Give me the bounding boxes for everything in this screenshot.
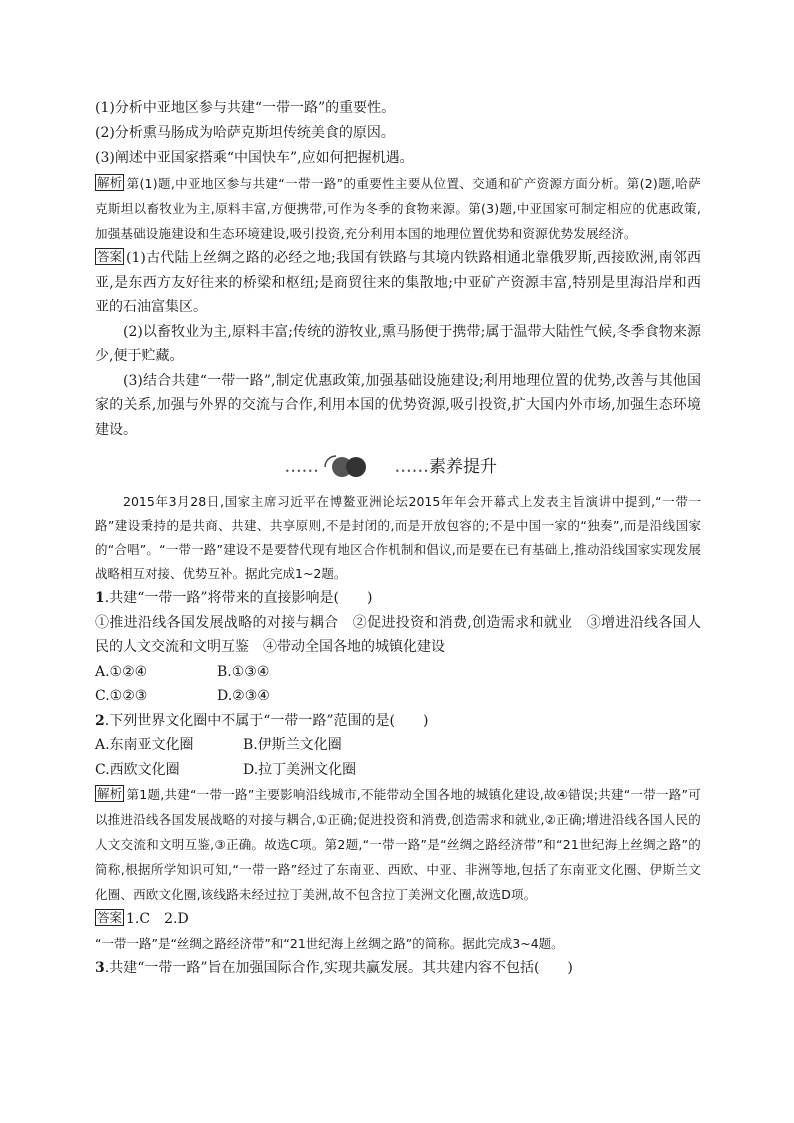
- question-3: [95, 956, 701, 981]
- option-a: A.①②④: [95, 663, 148, 680]
- analysis-text: 第1题,共建“一带一路”主要影响沿线城市,不能带动全国各地的城镇化建设,故④错误;共建“一带一路”可以推进沿线各国发展战略的对接与耦合,①正确;促进投资和消费,创造需求和就业,②正确;增进沿线各国人民的人文交流和文明互鉴,③正确。故选C项。第2题,“一带一路”是“丝绸之路经济带”和“21世纪海上丝绸之路”的简称,根据所学知识可知,“一带一路”经过了东南亚、西欧、中亚、非洲等地,包括了东南亚文化圈、伊斯兰文化圈、西欧文化圈,该线路未经过拉丁美洲,故不包含拉丁美洲文化圈,故选D项。: [95, 787, 701, 902]
- section-badge-icon: [323, 454, 371, 480]
- answer-tag: 答案: [97, 249, 123, 264]
- option-b: B.伊斯兰文化圈: [243, 737, 342, 753]
- option-a: A.东南亚文化圈: [95, 737, 194, 753]
- dots-right: ••••••: [395, 467, 430, 476]
- question-3-stem: .共建“一带一路”旨在加强国际合作,实现共赢发展。其共建内容不包括( ): [104, 959, 573, 976]
- question-part-2: (2)分析熏马肠成为哈萨克斯坦传统美食的原因。: [95, 125, 395, 141]
- question-2: [95, 709, 701, 734]
- reading-passage: 2015年3月28日,国家主席习近平在博鳌亚洲论坛2015年年会开幕式上发表主旨演讲中提到,“一带一路”建设秉持的是共商、共建、共享原则,不是封闭的,而是开放包容的;不是中国一家的“独奏”,而是沿线国家的“合唱”。“一带一路”建设不是要替代现有地区合作机制和倡议,而是要在已有基础上,推动沿线国家实现发展战略相互对接、优势互补。据此完成1~2题。: [95, 494, 701, 581]
- question-1: [95, 586, 701, 611]
- question-2-options-row-2: [95, 758, 701, 783]
- question-3-number: 3: [95, 959, 105, 976]
- answer-block-2: [95, 907, 701, 932]
- answer-text: 1.C 2.D: [126, 911, 189, 927]
- question-1-options-row-2: [95, 684, 701, 709]
- section-header: [95, 452, 701, 486]
- question-1-stem: .共建“一带一路”将带来的直接影响是( ): [104, 590, 373, 606]
- question-part-1: (1)分析中亚地区参与共建“一带一路”的重要性。: [95, 100, 396, 116]
- analysis-block-2: [95, 782, 701, 907]
- context-note: “一带一路”是“丝绸之路经济带”和“21世纪海上丝绸之路”的简称。据此完成3~4题。: [95, 935, 564, 951]
- section-title: 素养提升: [429, 457, 497, 477]
- question-2-stem: .下列世界文化圈中不属于“一带一路”范围的是( ): [104, 712, 429, 729]
- analysis-block-1: [95, 171, 701, 246]
- option-c: C.西欧文化圈: [95, 761, 180, 778]
- option-c: C.①②③: [95, 688, 148, 704]
- document-page: [95, 96, 701, 980]
- question-part-3: (3)阐述中亚国家搭乘“中国快车”,应如何把握机遇。: [95, 150, 414, 166]
- option-d: D.拉丁美洲文化圈: [243, 761, 357, 778]
- question-2-number: 2: [95, 712, 105, 729]
- option-b: B.①③④: [217, 663, 270, 680]
- question-2-options-row-1: [95, 733, 701, 758]
- dots-left: ••••••: [285, 467, 320, 476]
- answer-tag: 答案: [97, 910, 123, 925]
- analysis-tag: 解析: [97, 786, 123, 801]
- analysis-tag: 解析: [97, 175, 123, 190]
- analysis-text: 第(1)题,中亚地区参与共建“一带一路”的重要性主要从位置、交通和矿产资源方面分析。第(2)题,哈萨克斯坦以畜牧业为主,原料丰富,方便携带,可作为冬季的食物来源。第(3)题,中亚国家可制定相应的优惠政策,加强基础设施建设和生态环境建设,吸引投资,充分利用本国的地理位置优势和资源优势发展经济。: [95, 176, 701, 241]
- answer-part-3: (3)结合共建“一带一路”,制定优惠政策,加强基础设施建设;利用地理位置的优势,改善与其他国家的关系,加强与外界的交流与合作,利用本国的优势资源,吸引投资,扩大国内外市场,加强生态环境建设。: [95, 372, 701, 438]
- answer-part-2: (2)以畜牧业为主,原料丰富;传统的游牧业,熏马肠便于携带;属于温带大陆性气候,冬季食物来源少,便于贮藏。: [95, 323, 701, 364]
- question-1-options-row-1: [95, 660, 701, 685]
- answer-part-1: (1)古代陆上丝绸之路的必经之地;我国有铁路与其境内铁路相通北靠俄罗斯,西接欧洲,南邻西亚,是东西方友好往来的桥梁和枢纽;是商贸往来的集散地;中亚矿产资源丰富,特别是里海沿岸和西亚的石油富集区。: [95, 250, 701, 315]
- answer-block-1: [95, 246, 701, 320]
- question-1-statements: ①推进沿线各国发展战略的对接与耦合 ②促进投资和消费,创造需求和就业 ③增进沿线各国人民的人文交流和文明互鉴 ④带动全国各地的城镇化建设: [95, 614, 701, 655]
- question-1-number: 1: [95, 590, 105, 606]
- option-d: D.②③④: [217, 688, 270, 704]
